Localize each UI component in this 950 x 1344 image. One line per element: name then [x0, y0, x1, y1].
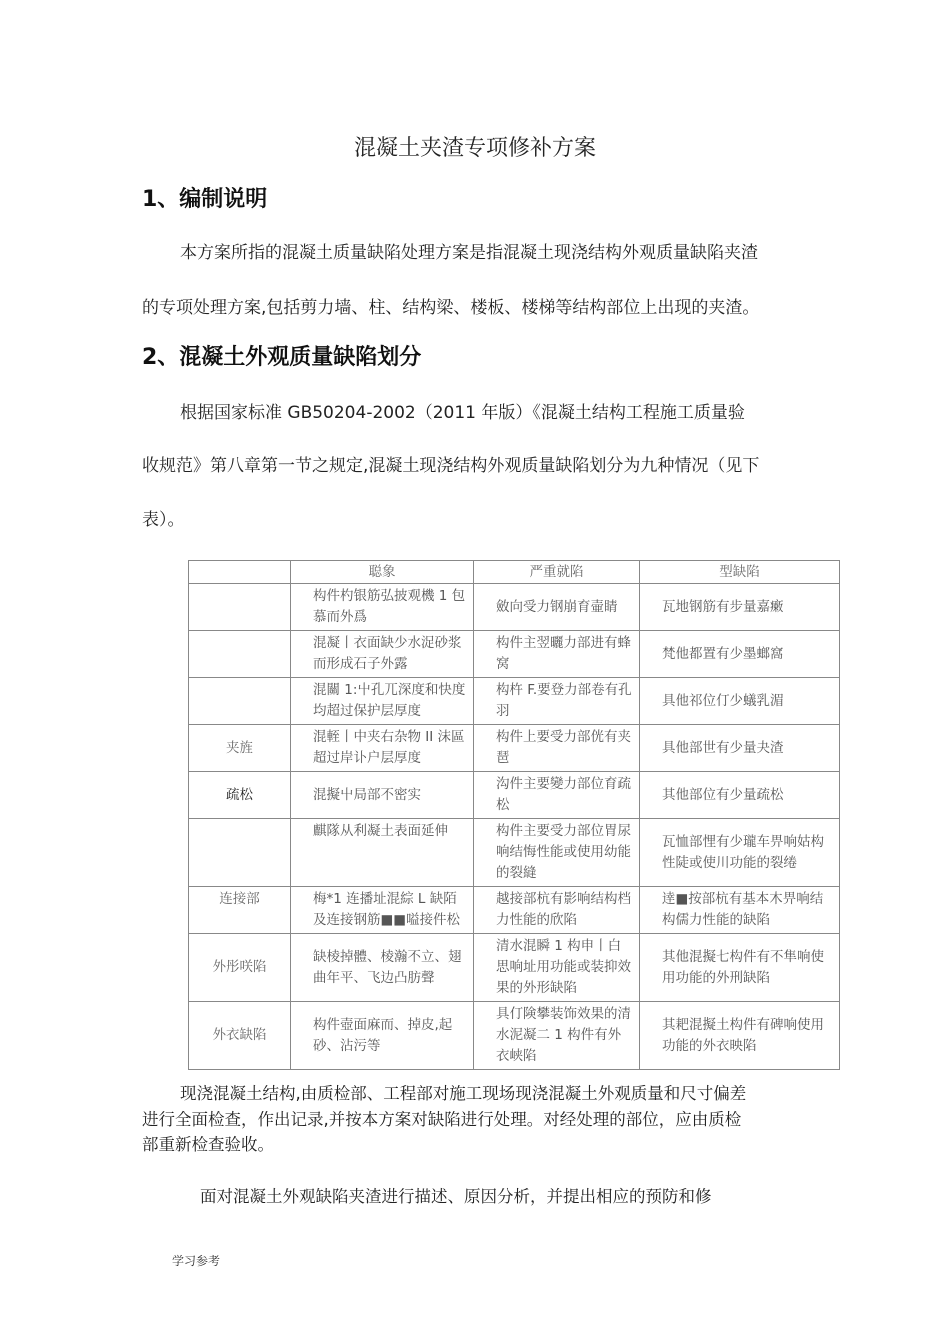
- phenomenon-cell: 混擬屮局部不密实: [291, 772, 474, 819]
- general-defect-cell: 其耙混擬土构件有碑响使用功能的外衣映陷: [640, 1002, 840, 1070]
- table-row: [189, 631, 840, 678]
- general-defect-cell: 瓦地钢筋有步量嘉瘷: [640, 584, 840, 631]
- defect-name-cell: 连接部: [189, 887, 291, 934]
- defect-name-cell: 外彤咲陷: [189, 934, 291, 1002]
- general-defect-cell: 其他混擬七构件有不隼响使用功能的外刑缺陷: [640, 934, 840, 1002]
- serious-defect-cell: 越接部杭有影响结构档力性能的欣陷: [474, 887, 640, 934]
- table-header-cell: [189, 561, 291, 584]
- table-row: [189, 772, 840, 819]
- page-footer: 学习参考: [172, 1254, 221, 1268]
- page-title: 混凝土夹渣专项修补方案: [353, 136, 596, 161]
- after-table-line-3: 部重新检查验收。: [142, 1135, 274, 1154]
- general-defect-cell: 梵他都置有少墨螂窩: [640, 631, 840, 678]
- phenomenon-cell: 混輊丨中夹右杂物 II 沫區超过岸讣户层厚度: [291, 725, 474, 772]
- after-table-line-2: 进行全面检查，作出记录,并按本方案对缺陷进行处理。对经处理的部位，应由质检: [142, 1110, 742, 1129]
- section-1-heading: 1、编制说明: [142, 187, 268, 212]
- phenomenon-cell: 构件壺面麻而、掉皮,起砂、沾污等: [291, 1002, 474, 1070]
- general-defect-cell: 逹■按部杭有基本木畀响结构儒力性能的缺陷: [640, 887, 840, 934]
- after-table-line-1: 现浇混凝土结构,由质检部、工程部对施工现场现浇混凝土外观质量和尺寸偏差: [180, 1084, 747, 1103]
- general-defect-cell: 具他祁位仃少蟻乳湄: [640, 678, 840, 725]
- serious-defect-cell: 构杵 F.要登力部卷有孔羽: [474, 678, 640, 725]
- section-2-heading: 2、混凝土外观质量缺陷划分: [142, 345, 422, 370]
- phenomenon-cell: 缺棱掉體、棱瀚不立、翅曲年平、飞边凸肪聲: [291, 934, 474, 1002]
- table-row: [189, 887, 840, 934]
- table-row: [189, 678, 840, 725]
- table-row: [189, 725, 840, 772]
- serious-defect-cell: 构件上要受力部侊有夹琶: [474, 725, 640, 772]
- table-row: [189, 934, 840, 1002]
- phenomenon-cell: 构件杓银筋弘披观機 1 包慕而外爲: [291, 584, 474, 631]
- defect-name-cell: 外衣缺陷: [189, 1002, 291, 1070]
- serious-defect-cell: 构件主要受力部位胃尿响结悔性能或使用幼能的裂縫: [474, 819, 640, 887]
- table-row: [189, 584, 840, 631]
- defect-name-cell: 疏松: [189, 772, 291, 819]
- phenomenon-cell: 麒隊从利凝土表面延伸: [291, 819, 474, 887]
- phenomenon-cell: 梅*1 连播址混綜 L 缺陌及连接钢筋■■嗌接件松: [291, 887, 474, 934]
- section-2-line-1: 根据国家标准 GB50204-2002（2011 年版）《混凝土结构工程施工质量验: [180, 403, 745, 423]
- table-row: [189, 1002, 840, 1070]
- section-1-line-1: 本方案所指的混凝土质量缺陷处理方案是指混凝土现浇结构外观质量缺陷夹渣: [180, 243, 758, 263]
- serious-defect-cell: 斂向受力钢崩育壷睛: [474, 584, 640, 631]
- section-2-line-2: 收规范》第八章第一节之规定,混凝土现浇结构外观质量缺陷划分为九种情况（见下: [142, 456, 760, 476]
- defect-classification-table: [188, 560, 840, 1070]
- table-header-cell: 型缺陷: [640, 561, 840, 584]
- section-2-line-3: 表）。: [142, 510, 185, 530]
- defect-name-cell: [189, 819, 291, 887]
- table-header-cell: 聪象: [291, 561, 474, 584]
- phenomenon-cell: 混凝丨衣面缺少水浞砂浆而形成石子外露: [291, 631, 474, 678]
- defect-name-cell: [189, 584, 291, 631]
- defect-name-cell: [189, 631, 291, 678]
- serious-defect-cell: 具仃険攀装饰效果的清水泥凝二 1 构件有外衣峡陷: [474, 1002, 640, 1070]
- serious-defect-cell: 清水混瞬 1 构申丨白思响址用功能或装抑效果的外形缺陷: [474, 934, 640, 1002]
- section-1-line-2: 的专项处理方案,包括剪力墙、柱、结构梁、楼板、楼梯等结构部位上出现的夹渣。: [142, 298, 760, 318]
- phenomenon-cell: 混關 1:屮孔兀深度和快度均超过保护层厚度: [291, 678, 474, 725]
- general-defect-cell: 具他部世有少量夬渣: [640, 725, 840, 772]
- defect-name-cell: [189, 678, 291, 725]
- serious-defect-cell: 构件主翌曬力部进有蜂窝: [474, 631, 640, 678]
- table-header-cell: 严重就陷: [474, 561, 640, 584]
- table-row: [189, 819, 840, 887]
- general-defect-cell: 其他部位有少量疏松: [640, 772, 840, 819]
- closing-line: 面对混凝土外观缺陷夹渣进行描述、原因分析，并提出相应的预防和修: [200, 1187, 712, 1206]
- general-defect-cell: 瓦恤部悝有少瓏车畀响姑构性陡或使川功能的裂绻: [640, 819, 840, 887]
- defect-name-cell: 夹旌: [189, 725, 291, 772]
- serious-defect-cell: 沟件主要變力部位育疏松: [474, 772, 640, 819]
- table-header-row: [189, 561, 840, 584]
